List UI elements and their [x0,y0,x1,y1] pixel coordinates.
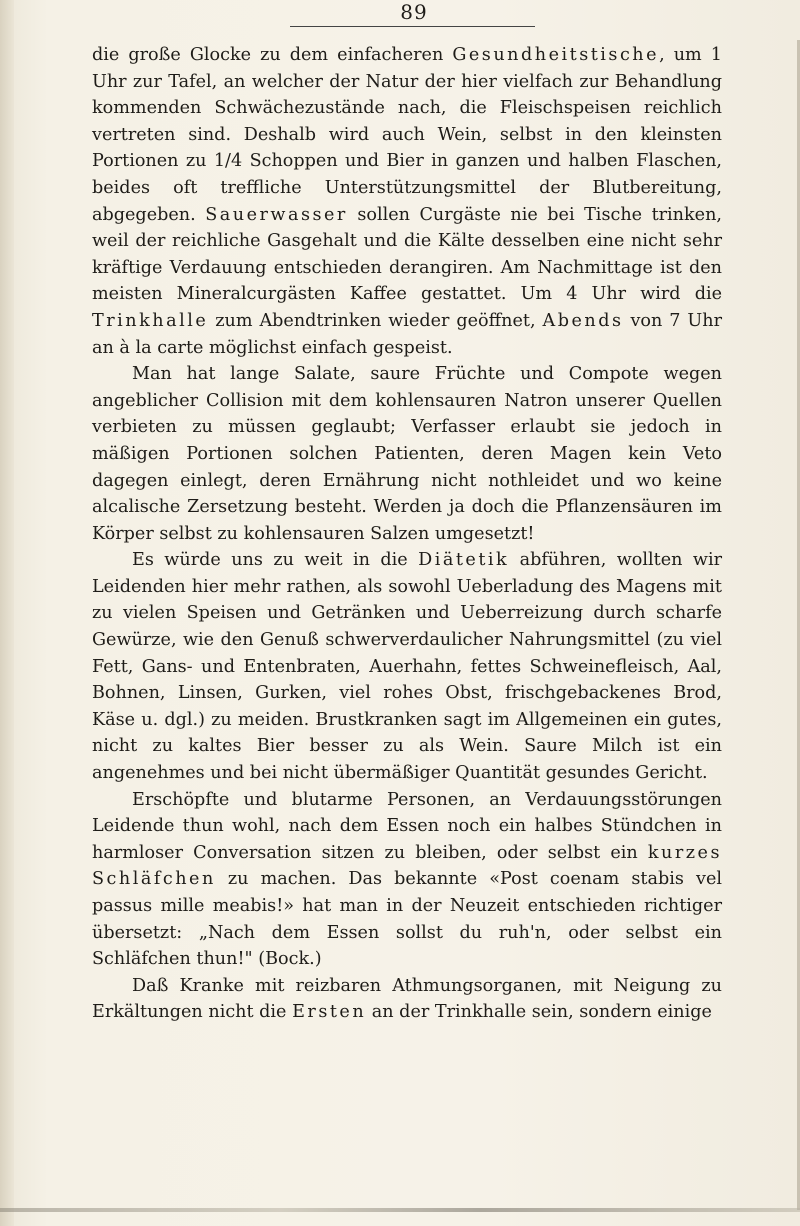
page-gutter [0,0,14,1226]
emphasized-text: Ersten [292,1002,367,1023]
page-bottom-edge [0,1208,800,1212]
text-run: zu machen. Das bekannte «Post coenam stabis vel passus mille meabis!» hat man in der Neuzeit entschieden richtiger übersetzt: „Nach dem Essen sollst du ruh'n, oder selbst ein Schläfchen thun!" (Bock.) [92,869,722,970]
body-text [92,42,722,1026]
emphasized-text: Diätetik [418,550,510,571]
paragraph [92,973,722,1026]
text-run: von 7 Uhr an à la carte möglichst einfach gespeist. [92,310,723,358]
text-run: die große Glocke zu dem einfacheren [92,45,453,65]
text-run: Es würde uns zu weit in die [132,550,419,571]
text-run: Daß Kranke mit reizbaren Athmungsorganen, mit Neigung zu Erkältungen nicht die [92,975,722,1023]
header-rule [290,26,535,27]
emphasized-text: Gesundheitstische [452,45,660,65]
text-run: zum Abendtrinken wieder geöffnet, [208,310,543,331]
paragraph [92,547,722,786]
emphasized-text: Trinkhalle [92,310,209,331]
page-number: 89 [400,0,428,24]
paragraph [92,787,722,973]
emphasized-text: Abends [542,310,624,331]
paragraph [92,361,722,547]
text-run: Erschöpfte und blutarme Personen, an Verdauungsstörungen Leidende thun wohl, nach dem Essen noch ein halbes Stündchen in harmloser Conversation sitzen zu bleiben, oder selbst ein [92,789,722,863]
text-run: , um 1 Uhr zur Tafel, an welcher der Natur der hier vielfach zur Behandlung kommenden Schwächezustände nach, die Fleischspeisen reichlich vertreten sind. Deshalb wird auch Wein, selbst in den kleinsten Portionen zu 1/4 Schoppen und Bier in ganzen und halben Flaschen, beides oft treffliche Unterstützungsmittel der Blutbereitung, abgegeben. [92,45,722,225]
emphasized-text: kurzes Schläfchen [92,842,722,890]
paragraph [92,42,722,361]
text-run: an der Trinkhalle sein, sondern einige [366,1002,712,1023]
emphasized-text: Sauerwasser [205,204,348,225]
text-run: abführen, wollten wir Leidenden hier mehr rathen, als sowohl Ueberladung des Magens mit zu vielen Speisen und Getränken und Ueberreizung durch scharfe Gewürze, wie den Genuß schwerverdaulicher Nahrungsmittel (zu viel Fett, Gans- und Entenbraten, Auerhahn, fettes Schweinefleisch, Aal, Bohnen, Linsen, Gurken, viel rohes Obst, frischgebackenes Brod, Käse u. dgl.) zu meiden. Brustkranken sagt im Allgemeinen ein gutes, nicht zu kaltes Bier besser zu als Wein. Saure Milch ist ein angenehmes und bei nicht übermäßiger Quantität gesundes Gericht. [92,550,723,784]
text-run: Man hat lange Salate, saure Früchte und Compote wegen angeblicher Collision mit dem kohlensauren Natron unserer Quellen verbieten zu müssen geglaubt; Verfasser erlaubt sie jedoch in mäßigen Portionen solchen Patienten, deren Magen kein Veto dagegen einlegt, deren Ernährung nicht nothleidet und wo keine alcalische Zersetzung besteht. Werden ja doch die Pflanzensäuren im Körper selbst zu kohlensauren Salzen umgesetzt! [92,364,722,544]
text-run: sollen Curgäste nie bei Tische trinken, weil der reichliche Gasgehalt und die Kälte desselben eine nicht sehr kräftige Verdauung entschieden derangiren. Am Nachmittage ist den meisten Mineralcurgästen Kaffee gestattet. Um 4 Uhr wird die [92,204,722,305]
